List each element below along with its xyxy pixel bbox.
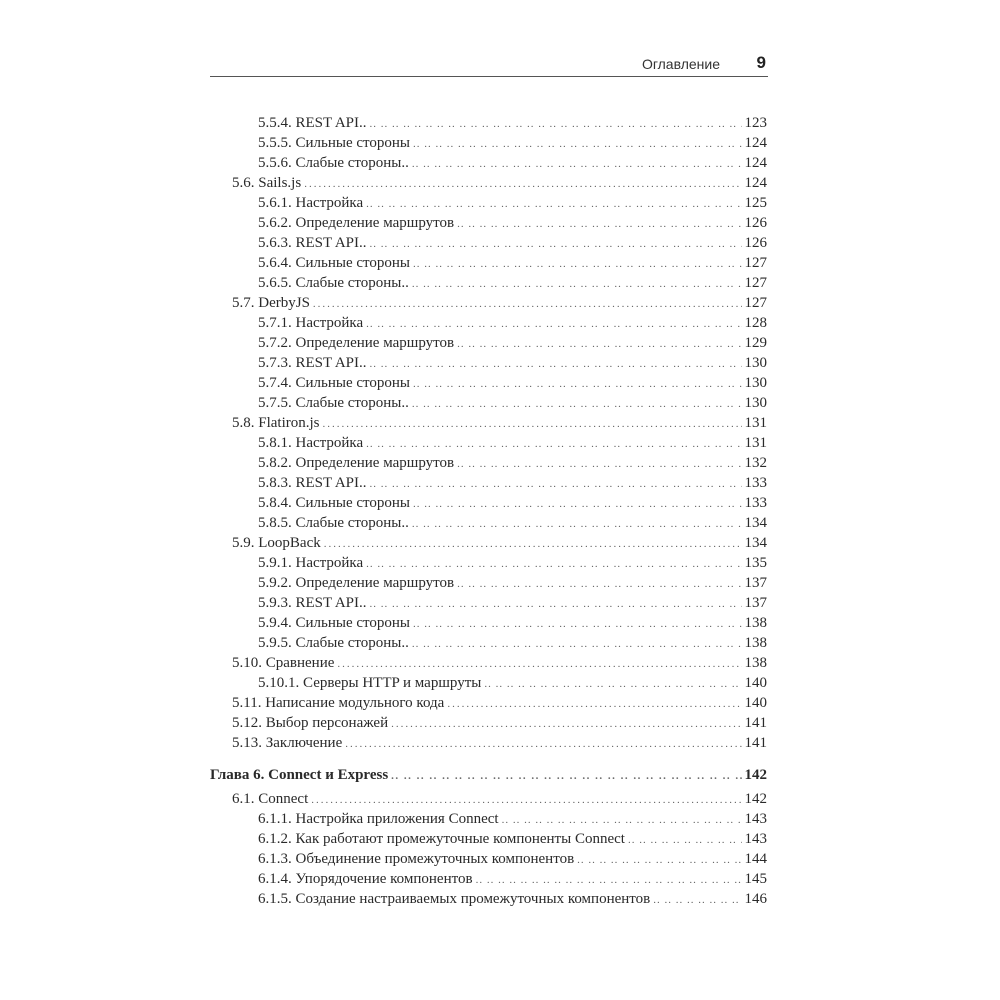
toc-entry [258,809,767,829]
toc-entry-title: 5.7.2. Определение маршрутов [258,335,455,351]
dot-leader [337,654,741,674]
toc-entry-title: 5.13. Заключение [232,735,343,751]
toc-entry-page: 132 [744,455,767,471]
dot-leader [484,674,741,694]
toc-entry [232,713,767,733]
toc-entry-title: 5.6.4. Сильные стороны [258,255,410,271]
toc-entry-title: 5.8.5. Слабые стороны.. [258,515,409,531]
toc-entry-title: 5.5.6. Слабые стороны.. [258,155,409,171]
dot-leader [366,434,741,454]
toc-entry-title: 5.7.4. Сильные стороны [258,375,410,391]
toc-entry-title: 5.6.5. Слабые стороны.. [258,275,409,291]
dot-leader [324,534,742,554]
toc-entry [258,553,767,573]
toc-entry-page: 124 [744,175,767,191]
toc-entry-page: 131 [744,415,767,431]
toc-entry-page: 142 [744,767,767,783]
dot-leader [628,830,742,850]
dot-leader [366,194,741,214]
toc-entry [258,493,767,513]
toc-entry-title: 5.8. Flatiron.js [232,415,320,431]
toc-entry-page: 133 [744,495,767,511]
toc-entry-title: 5.7.1. Настройка [258,315,364,331]
toc-entry-page: 127 [744,255,767,271]
dot-leader [370,594,742,614]
toc-entry-title: 5.7.3. REST API.. [258,355,367,371]
toc-entry [258,613,767,633]
dot-leader [457,574,741,594]
toc-entry-page: 131 [744,435,767,451]
toc-entry-title: 5.8.1. Настройка [258,435,364,451]
toc-entry-page: 130 [744,355,767,371]
dot-leader [412,634,742,654]
toc-entry-page: 134 [744,535,767,551]
toc-entry-page: 138 [744,635,767,651]
dot-leader [370,114,742,134]
toc-entry [232,733,767,753]
toc-entry-title: 6.1.4. Упорядочение компонентов [258,871,473,887]
page-number: 9 [756,53,766,72]
toc-entry-page: 140 [744,695,767,711]
dot-leader [457,454,741,474]
toc-entry [258,153,767,173]
dot-leader [311,790,741,810]
toc-entry [258,889,767,909]
toc-entry [258,869,767,889]
toc-entry-title: 5.10. Сравнение [232,655,335,671]
toc-entry-page: 142 [744,791,767,807]
toc-entry-page: 145 [744,871,767,887]
toc-entry-title: 5.5.4. REST API.. [258,115,367,131]
toc-entry-title: 6.1. Connect [232,791,309,807]
dot-leader [447,694,741,714]
toc-entry [232,789,767,809]
toc-entry-page: 126 [744,235,767,251]
toc-entry-page: 129 [744,335,767,351]
dot-leader [391,766,741,786]
dot-leader [653,890,741,910]
toc-entry-title: 6.1.1. Настройка приложения Connect [258,811,499,827]
toc-entry-title: 5.12. Выбор персонажей [232,715,389,731]
toc-entry-title: 5.6.1. Настройка [258,195,364,211]
toc-entry-title: 5.9.4. Сильные стороны [258,615,410,631]
toc-entry-page: 127 [744,275,767,291]
toc-entry-title: 5.11. Написание модульного кода [232,695,445,711]
toc-chapter-entry [210,765,767,785]
toc-entry-page: 124 [744,155,767,171]
toc-entry-page: 137 [744,595,767,611]
toc-entry-title: 5.9.3. REST API.. [258,595,367,611]
toc-entry-title: 5.9.2. Определение маршрутов [258,575,455,591]
toc-entry [232,693,767,713]
toc-entry [258,333,767,353]
toc-entry [258,373,767,393]
toc-entry-title: 5.6. Sails.js [232,175,302,191]
toc-entry [258,633,767,653]
toc-entry [258,673,767,693]
toc-entry-title: 5.5.5. Сильные стороны [258,135,410,151]
toc-entry [258,393,767,413]
dot-leader [502,810,742,830]
toc-entry [258,473,767,493]
toc-entry-page: 143 [744,831,767,847]
toc-entry [258,453,767,473]
toc-entry [232,173,767,193]
dot-leader [457,334,741,354]
toc-entry-page: 134 [744,515,767,531]
toc-entry [232,533,767,553]
toc-entry-title: 5.10.1. Серверы HTTP и маршруты [258,675,482,691]
toc-entry-page: 133 [744,475,767,491]
toc-entry-title: Глава 6. Connect и Express [210,767,389,783]
dot-leader [413,374,742,394]
dot-leader [370,354,742,374]
toc-entry [258,233,767,253]
dot-leader [345,734,741,754]
toc-entry-page: 138 [744,655,767,671]
toc-entry-page: 130 [744,395,767,411]
dot-leader [304,174,741,194]
toc-entry-page: 126 [744,215,767,231]
toc-entry-page: 143 [744,811,767,827]
toc-entry [258,133,767,153]
toc-entry-page: 135 [744,555,767,571]
toc-entry-page: 138 [744,615,767,631]
toc-entry-title: 6.1.3. Объединение промежуточных компонентов [258,851,575,867]
toc-entry [258,273,767,293]
toc-entry [258,253,767,273]
running-header [210,52,768,77]
dot-leader [366,314,741,334]
toc-entry [258,113,767,133]
toc-entry [232,293,767,313]
toc-entry-page: 128 [744,315,767,331]
toc-entry-page: 130 [744,375,767,391]
dot-leader [370,474,742,494]
toc-entry-page: 124 [744,135,767,151]
toc-entry [232,413,767,433]
toc-entry-title: 5.9.5. Слабые стороны.. [258,635,409,651]
toc-entry-title: 5.8.4. Сильные стороны [258,495,410,511]
toc-entry-page: 144 [744,851,767,867]
dot-leader [412,514,742,534]
dot-leader [366,554,741,574]
toc-entry-title: 5.8.3. REST API.. [258,475,367,491]
toc-entry-page: 146 [744,891,767,907]
dot-leader [413,254,742,274]
dot-leader [413,614,742,634]
dot-leader [476,870,742,890]
dot-leader [413,134,742,154]
dot-leader [457,214,741,234]
toc-entry [258,213,767,233]
toc-entry-title: 6.1.2. Как работают промежуточные компоненты Connect [258,831,625,847]
dot-leader [313,294,742,314]
toc-entry-page: 141 [744,735,767,751]
toc-entry-title: 5.6.2. Определение маршрутов [258,215,455,231]
dot-leader [370,234,742,254]
toc-entry-page: 123 [744,115,767,131]
dot-leader [577,850,741,870]
dot-leader [413,494,742,514]
toc-entry [258,513,767,533]
running-header-title: Оглавление [641,56,720,72]
toc-entry-title: 5.7. DerbyJS [232,295,310,311]
toc-entry-title: 5.6.3. REST API.. [258,235,367,251]
dot-leader [412,274,742,294]
toc-entry [258,593,767,613]
toc-entry [258,849,767,869]
toc-entry [258,353,767,373]
toc-entry-title: 5.7.5. Слабые стороны.. [258,395,409,411]
toc-entry-title: 5.9. LoopBack [232,535,321,551]
dot-leader [412,154,742,174]
toc-entry-title: 6.1.5. Создание настраиваемых промежуточных компонентов [258,891,651,907]
dot-leader [391,714,741,734]
toc-entry-page: 141 [744,715,767,731]
toc-entry [232,653,767,673]
toc-entry-page: 125 [744,195,767,211]
dot-leader [412,394,742,414]
toc-entry [258,313,767,333]
toc-entry-title: 5.8.2. Определение маршрутов [258,455,455,471]
toc-entry [258,193,767,213]
toc-entry-page: 127 [744,295,767,311]
toc-entry [258,573,767,593]
toc-entry-title: 5.9.1. Настройка [258,555,364,571]
dot-leader [323,414,742,434]
toc-entry-page: 137 [744,575,767,591]
toc-entry-page: 140 [744,675,767,691]
toc-entry [258,433,767,453]
toc-entry [258,829,767,849]
